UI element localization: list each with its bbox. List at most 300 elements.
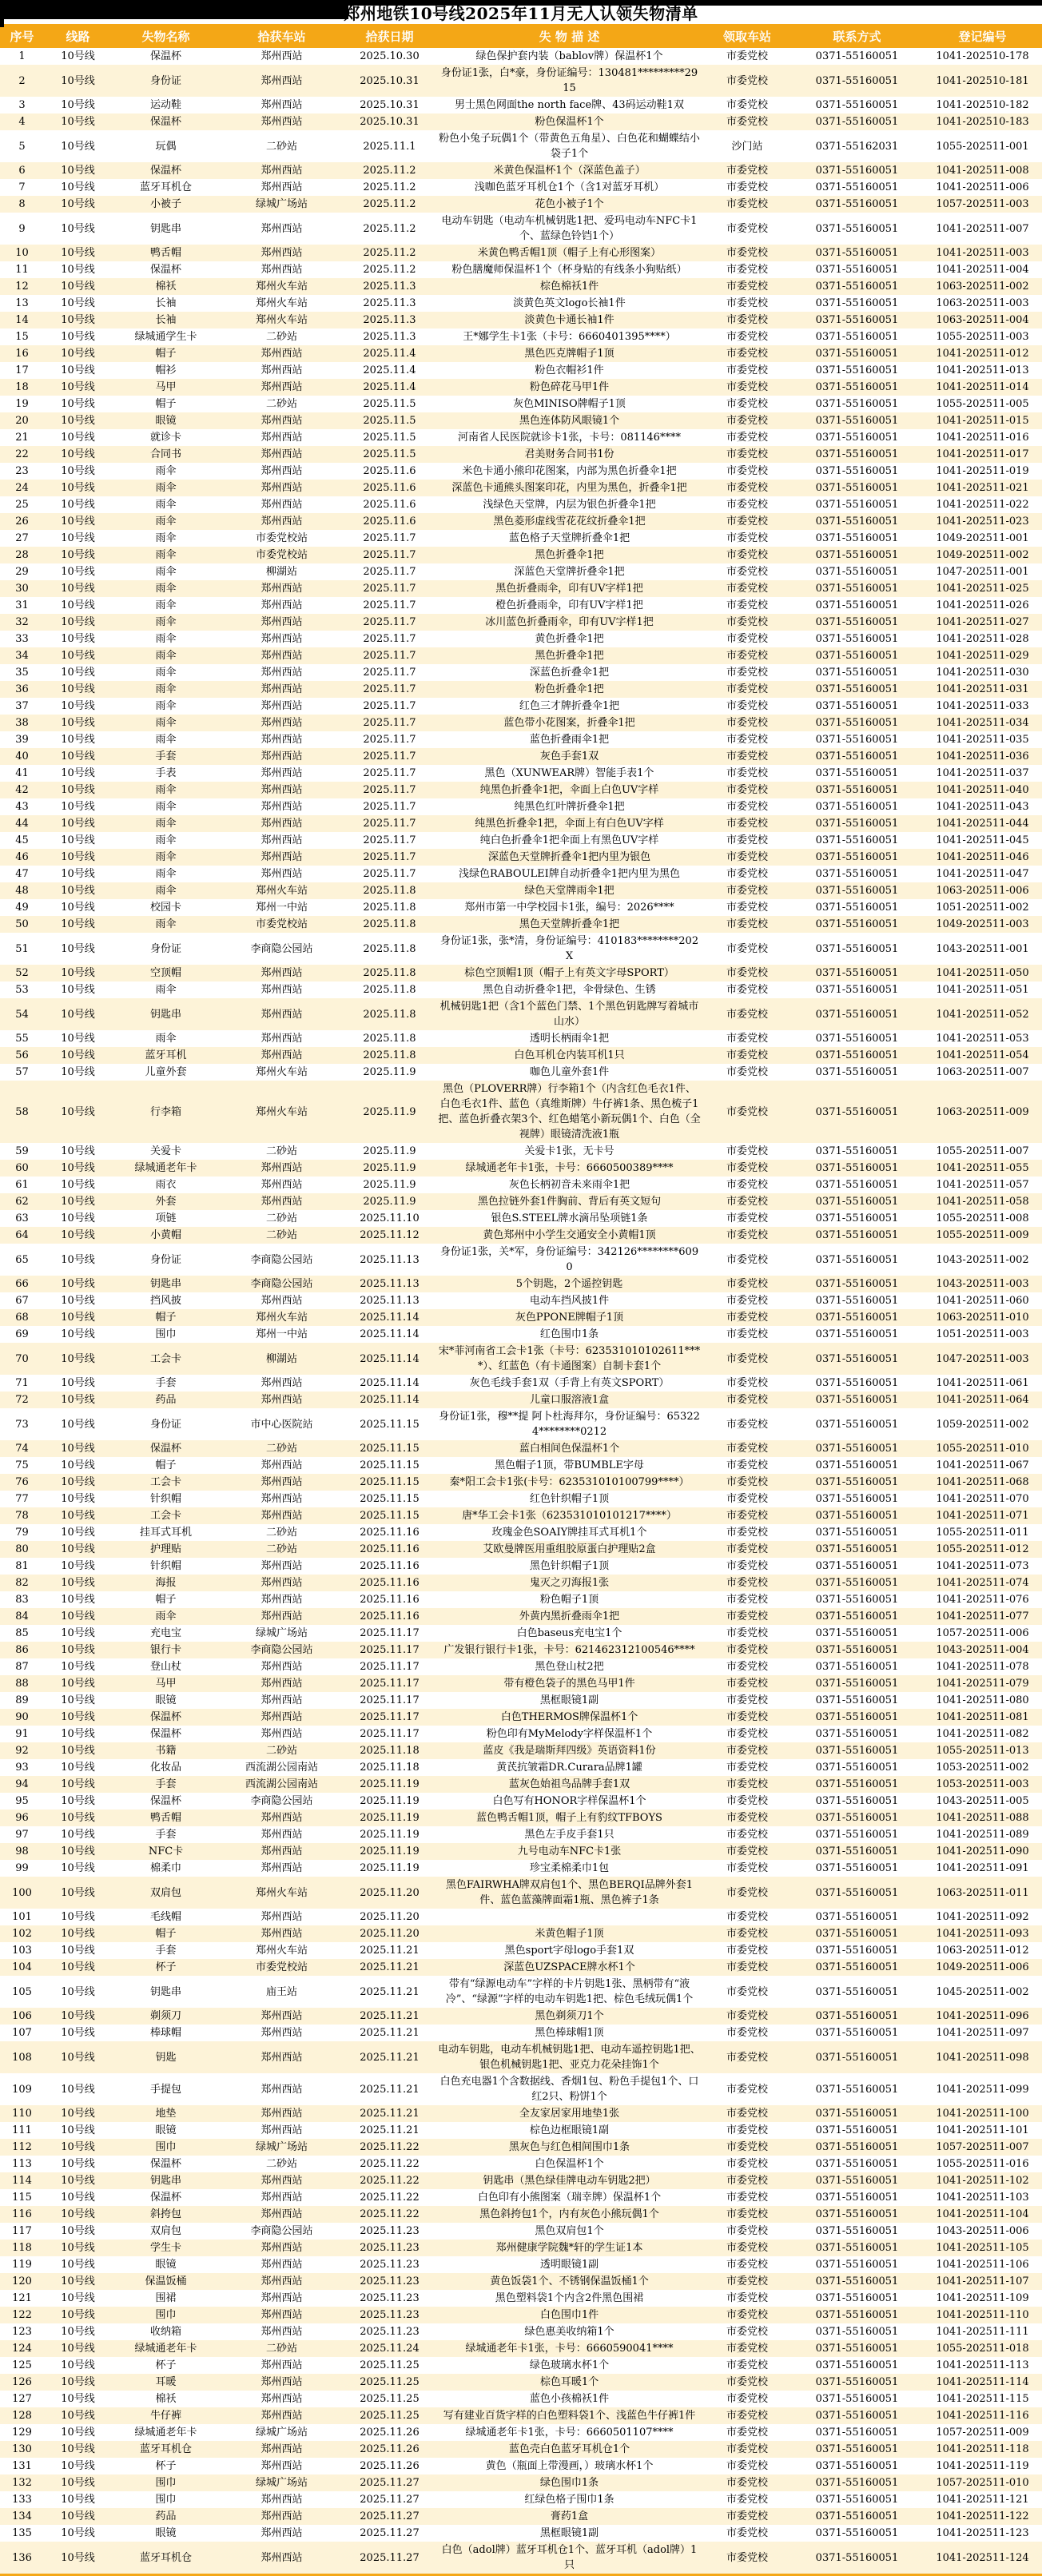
cell-claim-station: 市委党校 (726, 851, 768, 863)
cell-row-number: 52 (15, 967, 29, 979)
cell-claim-station: 市委党校 (726, 2527, 768, 2539)
cell-pickup-date: 2025.11.16 (360, 1577, 420, 1589)
cell-claim-station: 市委党校 (726, 264, 768, 276)
cell-row-number: 132 (12, 2477, 32, 2489)
table-row (0, 1642, 1042, 1658)
table-row (0, 1625, 1042, 1642)
cell-pickup-station: 绿城广场站 (255, 2477, 308, 2489)
cell-line: 10号线 (61, 2359, 95, 2371)
cell-pickup-station: 郑州西站 (260, 1577, 303, 1589)
table-row (0, 2256, 1042, 2273)
cell-claim-station: 市委党校 (726, 2477, 768, 2489)
cell-item-description: 透明眼镜1副 (539, 2259, 599, 2271)
cell-registration-number: 1041-202511-007 (936, 222, 1029, 235)
cell-contact-phone: 0371-55160051 (815, 1278, 899, 1290)
cell-contact-phone: 0371-55160051 (815, 667, 899, 679)
cell-pickup-station: 郑州西站 (260, 700, 303, 712)
cell-line: 10号线 (61, 1886, 95, 1899)
cell-item-name: 保温杯 (149, 1795, 181, 1807)
cell-row-number: 110 (12, 2108, 32, 2120)
cell-contact-phone: 0371-55160051 (815, 2158, 899, 2170)
cell-line: 10号线 (61, 683, 95, 695)
cell-pickup-date: 2025.11.7 (363, 599, 416, 611)
cell-item-name: 眼镜 (155, 2527, 177, 2539)
cell-row-number: 92 (15, 1745, 29, 1757)
cell-pickup-station: 二砂站 (265, 1543, 297, 1555)
cell-claim-station: 市委党校 (726, 1845, 768, 1857)
cell-line: 10号线 (61, 868, 95, 880)
cell-row-number: 89 (15, 1694, 29, 1706)
cell-line: 10号线 (61, 1459, 95, 1471)
cell-row-number: 105 (12, 1985, 32, 1998)
cell-registration-number: 1041-202511-118 (936, 2443, 1029, 2455)
cell-claim-station: 市委党校 (726, 198, 768, 210)
cell-pickup-station: 郑州西站 (260, 2175, 303, 2187)
cell-line: 10号线 (61, 717, 95, 729)
table-row (0, 1474, 1042, 1491)
cell-item-description: 机械钥匙1把（含1个蓝色门禁、1个黑色钥匙牌写着城市山水） (439, 1001, 699, 1028)
cell-row-number: 85 (15, 1627, 29, 1639)
cell-contact-phone: 0371-55160051 (815, 2527, 899, 2539)
cell-item-description: 黑色FAIRWHA牌双肩包1个、黑色BERQI品牌外套1件、蓝色蓝藻牌面霜1瓶、黑色裤子1条 (445, 1879, 694, 1906)
cell-item-description: 郑州健康学院魏*轩的学生证1本 (495, 2242, 643, 2254)
cell-pickup-date: 2025.11.5 (363, 448, 416, 460)
cell-contact-phone: 0371-55160051 (815, 1627, 899, 1639)
cell-claim-station: 市委党校 (726, 767, 768, 779)
cell-item-description: 白色围巾1件 (539, 2309, 599, 2321)
cell-pickup-date: 2025.11.26 (360, 2427, 420, 2439)
cell-pickup-station: 二砂站 (265, 331, 297, 343)
cell-pickup-date: 2025.11.5 (363, 398, 416, 410)
cell-claim-station: 市委党校 (726, 1008, 768, 1021)
cell-item-name: 雨伞 (155, 566, 177, 578)
cell-item-name: 保温杯 (149, 1443, 181, 1455)
cell-claim-station: 市委党校 (726, 1661, 768, 1673)
cell-item-name: 保温杯 (149, 50, 181, 62)
table-row (0, 1227, 1042, 1244)
cell-row-number: 130 (12, 2443, 32, 2455)
cell-item-description: 玫瑰金色SOAIY牌挂耳式耳机1个 (491, 1527, 647, 1539)
cell-item-name: 行李箱 (149, 1105, 181, 1118)
cell-contact-phone: 0371-55160051 (815, 1066, 899, 1078)
cell-line: 10号线 (61, 599, 95, 611)
cell-item-description: 宋*菲河南省工会卡1张（卡号：623531010102611****）、红蓝色（有卡通图案）自制卡套1个 (438, 1345, 701, 1372)
cell-claim-station: 市委党校 (726, 1795, 768, 1807)
cell-line: 10号线 (61, 2460, 95, 2472)
cell-registration-number: 1055-202511-012 (936, 1543, 1029, 1555)
cell-item-name: 绿城通老年卡 (134, 2427, 197, 2439)
cell-pickup-date: 2025.11.13 (360, 1253, 420, 1266)
cell-row-number: 109 (12, 2083, 32, 2096)
cell-pickup-date: 2025.11.23 (360, 2309, 420, 2321)
cell-contact-phone: 0371-55160051 (815, 717, 899, 729)
cell-claim-station: 市委党校 (726, 1829, 768, 1841)
table-row (0, 1276, 1042, 1292)
cell-claim-station: 市委党校 (726, 1510, 768, 1522)
table-row (0, 1030, 1042, 1047)
cell-item-name: 雨伞 (155, 650, 177, 662)
cell-row-number: 19 (15, 398, 29, 410)
cell-contact-phone: 0371-55160051 (815, 942, 899, 955)
cell-line: 10号线 (61, 2510, 95, 2522)
cell-row-number: 46 (15, 851, 29, 863)
cell-pickup-date: 2025.11.7 (363, 818, 416, 830)
cell-pickup-date: 2025.11.17 (360, 1711, 420, 1723)
cell-pickup-date: 2025.11.21 (360, 2010, 420, 2022)
cell-line: 10号线 (61, 1394, 95, 1406)
cell-pickup-date: 2025.11.25 (360, 2393, 420, 2405)
cell-item-description: 浅咖色蓝牙耳机仓1个（含1对蓝牙耳机） (474, 181, 665, 193)
cell-row-number: 104 (12, 1961, 32, 1973)
cell-pickup-date: 2025.11.13 (360, 1278, 420, 1290)
cell-claim-station: 市委党校 (726, 1212, 768, 1224)
cell-pickup-station: 郑州西站 (260, 2443, 303, 2455)
cell-pickup-date: 2025.11.23 (360, 2225, 420, 2237)
cell-contact-phone: 0371-55160051 (815, 2275, 899, 2287)
cell-pickup-station: 郑州西站 (260, 1049, 303, 1061)
cell-pickup-station: 郑州西站 (260, 1295, 303, 1307)
cell-pickup-date: 2025.11.2 (363, 181, 416, 193)
cell-claim-station: 市委党校 (726, 2141, 768, 2153)
cell-item-name: 蓝牙耳机仓 (139, 2443, 192, 2455)
table-row (0, 97, 1042, 113)
cell-line: 10号线 (61, 140, 95, 153)
cell-pickup-station: 绿城广场站 (255, 1627, 308, 1639)
cell-pickup-station: 郑州西站 (260, 2010, 303, 2022)
cell-registration-number: 1041-202511-050 (936, 967, 1029, 979)
cell-item-description: 蓝色小孩棉袄1件 (529, 2393, 610, 2405)
cell-registration-number: 1041-202511-078 (936, 1661, 1029, 1673)
cell-registration-number: 1041-202511-090 (936, 1845, 1029, 1857)
cell-row-number: 24 (15, 482, 29, 494)
cell-pickup-station: 郑州西站 (260, 834, 303, 846)
cell-pickup-station: 二砂站 (265, 1145, 297, 1157)
cell-pickup-date: 2025.11.7 (363, 851, 416, 863)
cell-claim-station: 市委党校 (726, 1577, 768, 1589)
cell-row-number: 72 (15, 1394, 29, 1406)
cell-pickup-station: 郑州西站 (260, 1008, 303, 1021)
cell-line: 10号线 (61, 331, 95, 343)
cell-row-number: 15 (15, 331, 29, 343)
table-row (0, 2172, 1042, 2189)
cell-contact-phone: 0371-55160051 (815, 566, 899, 578)
cell-claim-station: 市委党校 (726, 818, 768, 830)
cell-line: 10号线 (61, 516, 95, 528)
cell-item-name: 工会卡 (149, 1476, 181, 1488)
cell-contact-phone: 0371-55160051 (815, 2427, 899, 2439)
table-row (0, 2139, 1042, 2156)
cell-row-number: 26 (15, 516, 29, 528)
cell-item-name: 雨伞 (155, 465, 177, 477)
cell-item-description: 黑色斜挎包1个，内有灰色小熊玩偶1个 (479, 2208, 659, 2220)
cell-row-number: 131 (12, 2460, 32, 2472)
cell-pickup-date: 2025.11.21 (360, 2124, 420, 2136)
cell-contact-phone: 0371-55160051 (815, 247, 899, 259)
cell-item-name: 手提包 (149, 2083, 181, 2096)
cell-item-name: 收纳箱 (149, 2326, 181, 2338)
cell-pickup-date: 2025.11.19 (360, 1862, 420, 1874)
cell-contact-phone: 0371-55160051 (815, 599, 899, 611)
cell-pickup-date: 2025.11.20 (360, 1911, 420, 1923)
cell-pickup-date: 2025.11.14 (360, 1352, 420, 1365)
table-row (0, 1810, 1042, 1826)
cell-row-number: 93 (15, 1762, 29, 1774)
cell-line: 10号线 (61, 1694, 95, 1706)
cell-claim-station: 市委党校 (726, 2309, 768, 2321)
cell-contact-phone: 0371-55160051 (815, 1543, 899, 1555)
cell-item-name: 雨伞 (155, 1610, 177, 1622)
cell-row-number: 67 (15, 1295, 29, 1307)
cell-claim-station: 市委党校 (726, 2010, 768, 2022)
table-row (0, 647, 1042, 664)
cell-contact-phone: 0371-55160051 (815, 1961, 899, 1973)
cell-row-number: 64 (15, 1229, 29, 1241)
cell-registration-number: 1043-202511-002 (936, 1253, 1029, 1266)
cell-pickup-station: 绿城广场站 (255, 2427, 308, 2439)
cell-item-name: 帽子 (155, 398, 177, 410)
table-row (0, 998, 1042, 1030)
cell-item-description: 儿童口服溶液1盒 (529, 1394, 610, 1406)
cell-pickup-date: 2025.11.6 (363, 482, 416, 494)
cell-row-number: 5 (18, 140, 26, 153)
cell-row-number: 117 (12, 2225, 32, 2237)
cell-claim-station: 市委党校 (726, 448, 768, 460)
cell-claim-station: 市委党校 (726, 1985, 768, 1998)
cell-row-number: 70 (15, 1352, 29, 1365)
table-row (0, 1507, 1042, 1524)
cell-contact-phone: 0371-55160051 (815, 1594, 899, 1606)
cell-row-number: 55 (15, 1033, 29, 1045)
table-row (0, 396, 1042, 412)
cell-registration-number: 1043-202511-001 (936, 942, 1029, 955)
cell-line: 10号线 (61, 2326, 95, 2338)
cell-item-name: 保温杯 (149, 2158, 181, 2170)
cell-claim-station: 市委党校 (726, 2460, 768, 2472)
cell-contact-phone: 0371-55160051 (815, 1212, 899, 1224)
cell-item-description: 灰色毛线手套1双（手背上有英文SPORT） (469, 1377, 670, 1389)
cell-registration-number: 1041-202511-016 (936, 432, 1029, 444)
cell-claim-station: 市委党校 (726, 2192, 768, 2204)
table-row (0, 1877, 1042, 1909)
cell-contact-phone: 0371-55160051 (815, 74, 899, 87)
cell-pickup-station: 郑州西站 (260, 2083, 303, 2096)
cell-item-name: 手表 (155, 767, 177, 779)
cell-item-name: 蓝牙耳机仓 (139, 2551, 192, 2564)
cell-row-number: 9 (18, 222, 26, 235)
cell-claim-station: 市委党校 (726, 2124, 768, 2136)
cell-item-name: 学生卡 (149, 2242, 181, 2254)
cell-registration-number: 1057-202511-007 (936, 2141, 1029, 2153)
cell-contact-phone: 0371-55160051 (815, 1459, 899, 1471)
cell-contact-phone: 0371-55160051 (815, 2477, 899, 2489)
cell-contact-phone: 0371-55160051 (815, 1253, 899, 1266)
cell-registration-number: 1041-202511-097 (936, 2027, 1029, 2039)
cell-contact-phone: 0371-55160051 (815, 700, 899, 712)
cell-registration-number: 1043-202511-006 (936, 2225, 1029, 2237)
cell-pickup-date: 2025.11.18 (360, 1762, 420, 1774)
cell-line: 10号线 (61, 851, 95, 863)
cell-contact-phone: 0371-55160051 (815, 1644, 899, 1656)
cell-row-number: 80 (15, 1543, 29, 1555)
cell-pickup-date: 2025.11.23 (360, 2275, 420, 2287)
cell-contact-phone: 0371-55160051 (815, 165, 899, 177)
cell-contact-phone: 0371-55160051 (815, 767, 899, 779)
cell-item-description: 外黄内黑折叠雨伞1把 (519, 1610, 620, 1622)
cell-contact-phone: 0371-55160051 (815, 2343, 899, 2355)
cell-registration-number: 1041-202511-053 (936, 1033, 1029, 1045)
table-row (0, 2357, 1042, 2374)
table-row (0, 2273, 1042, 2290)
cell-line: 10号线 (61, 1661, 95, 1673)
cell-pickup-station: 郑州西站 (260, 2510, 303, 2522)
cell-row-number: 63 (15, 1212, 29, 1224)
cell-pickup-date: 2025.11.12 (360, 1229, 420, 1241)
cell-row-number: 126 (12, 2376, 32, 2388)
cell-pickup-station: 郑州西站 (260, 1476, 303, 1488)
cell-claim-station: 市委党校 (726, 2510, 768, 2522)
cell-registration-number: 1041-202511-073 (936, 1560, 1029, 1572)
cell-claim-station: 市委党校 (726, 2326, 768, 2338)
cell-pickup-date: 2025.11.1 (363, 140, 416, 153)
cell-contact-phone: 0371-55160051 (815, 2309, 899, 2321)
cell-pickup-date: 2025.11.22 (360, 2141, 420, 2153)
table-row (0, 362, 1042, 379)
cell-registration-number: 1049-202511-003 (936, 918, 1029, 930)
cell-pickup-station: 二砂站 (265, 1212, 297, 1224)
header-pickup-date: 拾获日期 (344, 24, 435, 48)
cell-pickup-station: 柳湖站 (265, 1352, 297, 1365)
table-row (0, 2374, 1042, 2391)
cell-claim-station: 市委党校 (726, 2108, 768, 2120)
cell-item-name: 工会卡 (149, 1510, 181, 1522)
cell-item-description: 深蓝色天堂牌折叠伞1把 (514, 566, 625, 578)
cell-item-name: 保温杯 (149, 2192, 181, 2204)
cell-pickup-date: 2025.11.4 (363, 348, 416, 360)
cell-item-name: 鸭舌帽 (149, 1812, 181, 1824)
cell-claim-station: 市委党校 (726, 1443, 768, 1455)
cell-row-number: 62 (15, 1196, 29, 1208)
cell-contact-phone: 0371-55160051 (815, 281, 899, 293)
cell-item-description: 王*娜学生卡1张（卡号：6660401395****） (463, 331, 676, 343)
cell-pickup-station: 市委党校站 (255, 1961, 308, 1973)
cell-claim-station: 市委党校 (726, 1678, 768, 1690)
cell-item-description: 红色三才牌折叠伞1把 (519, 700, 620, 712)
cell-claim-station: 市委党校 (726, 1295, 768, 1307)
cell-registration-number: 1041-202511-110 (936, 2309, 1029, 2321)
cell-registration-number: 1041-202511-061 (936, 1377, 1029, 1389)
cell-registration-number: 1041-202511-014 (936, 381, 1029, 393)
cell-claim-station: 市委党校 (726, 1928, 768, 1940)
cell-pickup-date: 2025.11.23 (360, 2259, 420, 2271)
cell-row-number: 56 (15, 1049, 29, 1061)
cell-line: 10号线 (61, 1179, 95, 1191)
cell-claim-station: 市委党校 (726, 834, 768, 846)
cell-item-name: 雨伞 (155, 599, 177, 611)
cell-row-number: 25 (15, 499, 29, 511)
cell-claim-station: 市委党校 (726, 222, 768, 235)
cell-claim-station: 市委党校 (726, 2275, 768, 2287)
cell-line: 10号线 (61, 616, 95, 628)
cell-pickup-station: 李商隐公园站 (250, 1795, 313, 1807)
cell-item-description: 郑州市第一中学校园卡1张，编号：2026**** (464, 902, 674, 914)
table-row (0, 981, 1042, 998)
cell-registration-number: 1041-202511-013 (936, 364, 1029, 376)
cell-pickup-station: 郑州一中站 (255, 902, 308, 914)
cell-registration-number: 1041-202511-124 (936, 2551, 1029, 2564)
cell-item-description: 粉色印有MyMelody字样保温杯1个 (486, 1728, 653, 1740)
cell-pickup-station: 郑州火车站 (255, 1105, 308, 1118)
cell-line: 10号线 (61, 1577, 95, 1589)
cell-line: 10号线 (61, 751, 95, 762)
cell-pickup-station: 郑州西站 (260, 717, 303, 729)
cell-pickup-station: 郑州西站 (260, 74, 303, 87)
cell-contact-phone: 0371-55160051 (815, 1661, 899, 1673)
cell-claim-station: 市委党校 (726, 465, 768, 477)
table-row (0, 130, 1042, 162)
cell-pickup-station: 郑州西站 (260, 2292, 303, 2304)
cell-claim-station: 市委党校 (726, 1745, 768, 1757)
cell-claim-station: 市委党校 (726, 1145, 768, 1157)
cell-contact-phone: 0371-55160051 (815, 967, 899, 979)
cell-row-number: 23 (15, 465, 29, 477)
table-row (0, 965, 1042, 981)
table-row (0, 815, 1042, 832)
table-row (0, 179, 1042, 196)
cell-row-number: 122 (12, 2309, 32, 2321)
cell-line: 10号线 (61, 165, 95, 177)
cell-item-name: 雨伞 (155, 516, 177, 528)
cell-contact-phone: 0371-55160051 (815, 1328, 899, 1340)
cell-contact-phone: 0371-55160051 (815, 1711, 899, 1723)
cell-contact-phone: 0371-55160051 (815, 984, 899, 996)
cell-registration-number: 1041-202511-074 (936, 1577, 1029, 1589)
cell-pickup-station: 郑州西站 (260, 2460, 303, 2472)
cell-pickup-station: 郑州西站 (260, 1728, 303, 1740)
cell-row-number: 75 (15, 1459, 29, 1471)
cell-registration-number: 1041-202511-035 (936, 734, 1029, 746)
cell-item-description: 粉色保温杯1个 (535, 116, 604, 128)
cell-item-description: 灰色手套1双 (539, 751, 599, 762)
cell-pickup-station: 郑州西站 (260, 1510, 303, 1522)
cell-claim-station: 市委党校 (726, 281, 768, 293)
cell-registration-number: 1041-202511-102 (936, 2175, 1029, 2187)
cell-item-name: 绿城通学生卡 (134, 331, 197, 343)
table-row (0, 1909, 1042, 1925)
cell-item-name: 小黄帽 (149, 1229, 181, 1241)
cell-item-name: 手套 (155, 1829, 177, 1841)
cell-pickup-date: 2025.11.21 (360, 2027, 420, 2039)
cell-contact-phone: 0371-55160051 (815, 1418, 899, 1431)
cell-line: 10号线 (61, 247, 95, 259)
cell-line: 10号线 (61, 281, 95, 293)
cell-contact-phone: 0371-55160051 (815, 2027, 899, 2039)
table-row (0, 2189, 1042, 2206)
cell-pickup-station: 郑州西站 (260, 2551, 303, 2564)
cell-pickup-date: 2025.11.7 (363, 767, 416, 779)
cell-row-number: 49 (15, 902, 29, 914)
cell-registration-number: 1041-202511-091 (936, 1862, 1029, 1874)
header-contact-phone: 联系方式 (791, 24, 923, 48)
cell-registration-number: 1041-202511-025 (936, 583, 1029, 595)
cell-line: 10号线 (61, 1845, 95, 1857)
cell-item-description: 黑色折叠伞1把 (535, 549, 604, 561)
cell-registration-number: 1041-202511-003 (936, 247, 1029, 259)
cell-contact-phone: 0371-55160051 (815, 1678, 899, 1690)
cell-row-number: 31 (15, 599, 29, 611)
cell-contact-phone: 0371-55160051 (815, 1945, 899, 1957)
cell-item-description: 白色baseus充电宝1个 (516, 1627, 622, 1639)
table-row (0, 2008, 1042, 2025)
